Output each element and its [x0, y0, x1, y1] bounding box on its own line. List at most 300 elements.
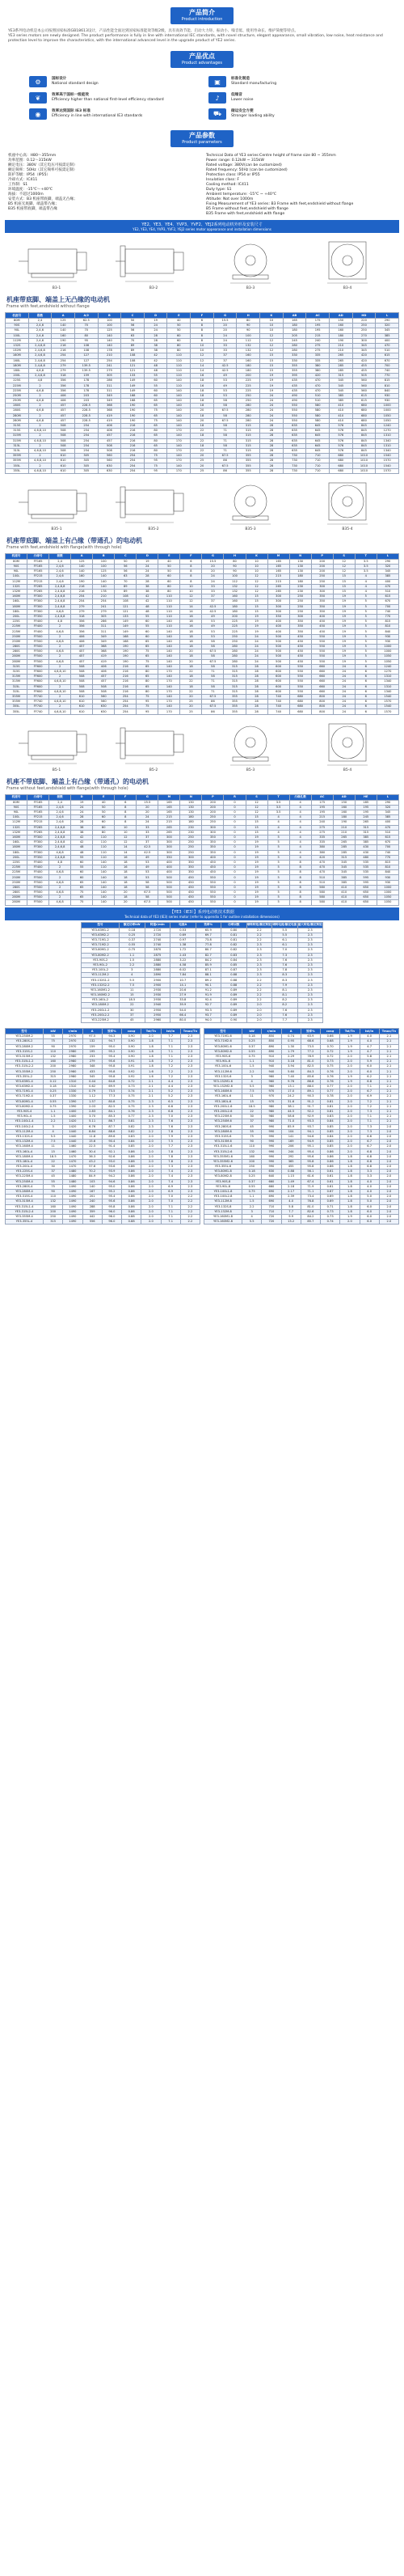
table-cell: 0.18 [242, 1034, 262, 1039]
table-cell: 12 [260, 343, 284, 348]
table-cell: 140 [93, 890, 115, 895]
table-cell: 18 [180, 645, 202, 649]
table-cell: 132 [237, 349, 260, 353]
table-cell: 8.1 [272, 988, 298, 992]
table-cell: 2.03 [82, 1104, 102, 1109]
table-cell: 470 [311, 870, 333, 875]
table-cell: 349 [98, 399, 121, 404]
table-cell: 250 [289, 594, 311, 599]
table-row [6, 333, 399, 338]
table-cell: 5.11 [82, 1119, 102, 1124]
table-cell: 1310 [376, 443, 399, 448]
table-cell: 0.97 [170, 937, 196, 942]
table-cell: YE3-355L-4 [6, 1220, 44, 1225]
table-cell: 93.7 [301, 1124, 320, 1129]
table-cell: 95.4 [102, 1195, 121, 1199]
table-cell: 1.72 [170, 948, 196, 953]
table-cell: 5.0 [360, 1199, 379, 1204]
table-cell: 990 [262, 1134, 281, 1139]
table-cell: 2,4,6,8 [49, 614, 71, 619]
table-cell: 240 [306, 338, 330, 343]
table-cell: 160M [6, 594, 27, 599]
drawing-caption: B35-4 [342, 527, 353, 531]
table-cell: 350 [289, 629, 311, 634]
table-cell: 2 [28, 383, 52, 388]
table-cell: 1240 [377, 664, 398, 669]
table-cell: 2.1 [379, 1034, 398, 1039]
table-cell: 6 [355, 689, 377, 694]
table-cell: 132M [6, 830, 27, 835]
column-header: r/min [63, 1029, 82, 1034]
table-cell: 14 [115, 850, 137, 855]
table-cell: 5 [355, 629, 377, 634]
table-cell: 216 [121, 429, 145, 434]
table-cell: 508 [71, 689, 93, 694]
table-cell: YE3-71M2-4 [6, 1094, 44, 1099]
drawing-caption: B5-1 [52, 768, 61, 772]
table-cell: 36.3 [82, 1154, 102, 1159]
table-cell: 2.29 [281, 1054, 301, 1059]
table-cell: 7.4 [161, 1174, 180, 1179]
table-cell: 2 [28, 393, 52, 398]
parameters-subtitle: Product parameters [182, 140, 222, 145]
table-cell: 550 [289, 675, 311, 679]
table-cell: 19 [246, 895, 267, 900]
table-cell: 160 [329, 328, 352, 333]
table-row [6, 1220, 200, 1225]
table-cell: 355 [224, 694, 246, 699]
table-cell: 300 [267, 599, 289, 604]
table-cell: 110 [93, 835, 115, 840]
table-cell: YE3-71M2-2 [82, 943, 120, 948]
table-cell: 75 [137, 704, 158, 709]
table-cell: 300 [267, 609, 289, 614]
table-cell: 165 [158, 805, 180, 810]
table-cell: 203 [74, 399, 98, 404]
table-cell: 2.2 [180, 1220, 200, 1225]
table-cell: 355 [224, 709, 246, 714]
table-cell: 58 [202, 664, 224, 669]
table-cell: 95 [137, 700, 158, 704]
parameter-line: Fixing Measurement of YE3 series: B3 Frame with feet,endshield without flange [206, 202, 354, 206]
table-cell: 28 [246, 700, 267, 704]
table-cell: 160 [224, 594, 246, 599]
table-cell: 5.8 [281, 1204, 301, 1209]
table-cell: 0.86 [122, 1184, 141, 1189]
table-cell: 279 [82, 1060, 102, 1064]
table-cell: 254 [74, 423, 98, 428]
table-cell: 24 [260, 408, 284, 413]
table-cell: 279 [52, 363, 75, 368]
table-cell: 1470 [63, 1159, 82, 1164]
table-cell: 385 [355, 840, 377, 845]
table-cell: 80 [74, 333, 98, 338]
table-row [6, 338, 399, 343]
table-cell: 180 [329, 333, 352, 338]
table-cell: 75 [71, 900, 93, 905]
table-cell: 103 [82, 1179, 102, 1184]
table-cell: 63.9 [301, 1034, 320, 1039]
table-cell: 0.85 [221, 962, 247, 967]
table-cell: 230 [180, 825, 202, 830]
table-cell: 150 [333, 800, 355, 805]
table-cell: 7.2 [360, 1104, 379, 1109]
table-cell: 80M [6, 800, 27, 805]
table-cell: 0 [224, 835, 246, 840]
table-cell: 508 [93, 689, 115, 694]
table-cell: 15 [242, 1099, 262, 1104]
table-cell: 4 [355, 589, 377, 594]
table-cell: 10.7 [170, 978, 196, 983]
column-header: T [355, 553, 377, 559]
table-cell: 1340 [376, 438, 399, 443]
table-cell: 110 [93, 855, 115, 860]
table-cell: 0 [224, 815, 246, 820]
table-cell: 615 [352, 393, 376, 398]
table-cell: YE3-63M1-2 [82, 928, 120, 933]
table-cell: 200 [202, 800, 224, 805]
table-cell: 48 [71, 850, 93, 855]
table-cell: 2870 [145, 948, 170, 953]
table-cell: 7.6 [272, 958, 298, 962]
table-cell: 245 [355, 815, 377, 820]
table-cell: 311 [93, 624, 115, 629]
table-cell: 15 [260, 363, 284, 368]
table-cell: 140 [93, 584, 115, 589]
table-cell: 0.67 [321, 1189, 340, 1194]
table-row [6, 454, 399, 459]
table-cell: 4 [289, 850, 311, 855]
table-cell: 140 [158, 704, 180, 709]
table-cell: 19 [246, 840, 267, 845]
table-cell: 560 [352, 388, 376, 393]
table-cell: 4.0 [360, 1179, 379, 1184]
table-cell: 170 [158, 700, 180, 704]
table-cell: 3.22 [170, 958, 196, 962]
leaf-icon: ❦ [29, 92, 47, 104]
table-cell: YE3-315L1-4 [6, 1204, 44, 1209]
table-cell: 19 [246, 870, 267, 875]
table-cell: 139.5 [74, 363, 98, 368]
table-cell: 195 [306, 324, 330, 328]
table-cell: 4,6,8 [49, 629, 71, 634]
table-cell: 24 [260, 404, 284, 408]
table-cell: 17.0 [281, 1089, 301, 1094]
table-cell: 112 [224, 579, 246, 584]
table-cell: 1.38 [170, 943, 196, 948]
table-cell: 2930 [145, 988, 170, 992]
parameter-line: 额定频率：50Hz（其它频率可按需定制） [8, 168, 78, 172]
table-cell: 24.2 [281, 1094, 301, 1099]
table-cell: 24 [246, 639, 267, 644]
table-cell: 58 [213, 423, 237, 428]
table-cell: 285 [329, 363, 352, 368]
table-cell: 110 [93, 850, 115, 855]
table-cell: 350 [202, 845, 224, 850]
table-cell: 2.0 [340, 1140, 360, 1144]
table-cell: 42.5 [202, 604, 224, 609]
intro-banner [0, 5, 404, 26]
table-cell: 24 [213, 333, 237, 338]
table-cell: 1.1 [242, 1060, 262, 1064]
table-cell: YE3-100L-2 [82, 968, 120, 973]
table-cell: 95.8 [301, 1165, 320, 1170]
table-cell: 0.88 [221, 983, 247, 988]
table-cell: 6.0 [360, 1069, 379, 1074]
table-cell: 680 [289, 700, 311, 704]
table-row [6, 408, 399, 413]
table-cell: 4 [355, 584, 377, 589]
table-cell: 28 [260, 443, 284, 448]
table-cell: 350 [311, 594, 333, 599]
table-cell: 0.61 [321, 1184, 340, 1189]
table-cell: 215 [311, 815, 333, 820]
table-cell: FF500 [27, 649, 49, 654]
table-cell: 810 [376, 383, 399, 388]
table-cell: 9.9 [281, 1214, 301, 1219]
table-cell: 200L [6, 855, 27, 860]
table-cell: 80 [144, 429, 167, 434]
table-cell: 356 [52, 388, 75, 393]
table-cell: 33.8 [170, 998, 196, 1003]
table-cell: 5 [267, 840, 289, 845]
table-cell: 315 [329, 374, 352, 379]
table-cell: 275 [306, 349, 330, 353]
table-cell: 180 [237, 368, 260, 373]
table-cell: 2.0 [379, 1220, 398, 1225]
table-cell: YE3-225S-4 [6, 1170, 44, 1174]
table-cell: 0 [224, 825, 246, 830]
table-cell: YE3-315M-6 [204, 1140, 242, 1144]
motor-outline-drawing [109, 479, 198, 531]
table-cell: 850 [262, 1039, 281, 1044]
column-header: P [311, 553, 333, 559]
table-cell: 112M [6, 820, 27, 825]
table-cell: 18 [180, 664, 202, 669]
table-cell: 24 [246, 649, 267, 654]
column-header: Ist/In [161, 1029, 180, 1034]
motor-outline-drawing [303, 720, 392, 772]
table-cell: 2970 [63, 1034, 82, 1039]
table-cell: 275 [311, 825, 333, 830]
table-cell: 140 [158, 634, 180, 639]
table-cell: 2.0 [340, 1089, 360, 1094]
column-header: L [376, 313, 399, 319]
table-cell: 0 [224, 850, 246, 855]
table-cell: 2,4,6,8 [49, 604, 71, 609]
table-cell: 3 [242, 1209, 262, 1214]
table-cell: 2.0 [141, 1209, 161, 1214]
advantage-item: ▣ 标准化制造 Standard manufacturing [208, 76, 375, 87]
table-cell: 82.7 [196, 953, 221, 958]
table-cell: 19 [333, 599, 355, 604]
table-cell: 200 [237, 374, 260, 379]
table-cell: 216 [121, 423, 145, 428]
table-cell: 0.53 [170, 928, 196, 933]
table-cell: 90L [6, 569, 27, 574]
table-cell: 2.3 [141, 1104, 161, 1109]
table-cell: 7.9 [161, 1134, 180, 1139]
table-cell: 4 [289, 835, 311, 840]
table-cell: 15 [246, 594, 267, 599]
table-cell: 94.0 [196, 1017, 221, 1022]
table-cell: 770 [377, 614, 398, 619]
table-cell: 60 [71, 870, 93, 875]
table-cell: 108 [115, 594, 137, 599]
table-cell: 280S [6, 890, 27, 895]
table-cell: 6 [355, 669, 377, 674]
table-cell: 2.39 [281, 1195, 301, 1199]
table-cell: 2,4,6 [49, 569, 71, 574]
table-cell: 19 [246, 885, 267, 890]
table-cell: 400 [158, 860, 180, 865]
table-cell: 990 [262, 1165, 281, 1170]
table-cell: 510 [306, 393, 330, 398]
table-cell: 49 [213, 383, 237, 388]
table-cell: 550 [202, 895, 224, 900]
column-header: B [93, 553, 115, 559]
table-cell: 18 [180, 639, 202, 644]
table-cell: 95 [144, 468, 167, 473]
column-header: Tmax/Tn [180, 1029, 200, 1034]
table-cell: 0.73 [122, 1085, 141, 1089]
table-cell: 110 [167, 363, 191, 368]
table-cell: 457 [52, 418, 75, 423]
table-cell: 254 [74, 438, 98, 443]
table-cell: 19 [260, 388, 284, 393]
table-cell: 315S [6, 664, 27, 669]
table-cell: 0.83 [221, 953, 247, 958]
table-cell: 740 [377, 609, 398, 614]
column-header: A [82, 1029, 102, 1034]
table-cell: 28 [260, 423, 284, 428]
table-cell: 250 [289, 604, 311, 609]
table-cell: 165 [267, 569, 289, 574]
table-cell: YE3-250M-2 [6, 1034, 44, 1039]
table-cell: 19 [333, 604, 355, 609]
table-cell: 0.86 [122, 1209, 141, 1214]
table-cell: 420 [352, 353, 376, 358]
table-cell: 11 [44, 1144, 63, 1149]
table-cell: 6.8 [360, 1079, 379, 1084]
table-cell: 91.7 [301, 1104, 320, 1109]
table-cell: 110 [93, 865, 115, 870]
table-cell: 2.0 [340, 1054, 360, 1059]
table-cell: 254 [74, 448, 98, 453]
table-cell: 670 [376, 358, 399, 363]
table-cell: 2.3 [246, 943, 272, 948]
table-cell: 5 [355, 599, 377, 604]
table-cell: 2 [49, 654, 71, 659]
advantage-item: ♪ 低噪音 Lower noise [208, 92, 375, 104]
table-cell: 7.3 [360, 1109, 379, 1114]
table-cell: 635 [283, 448, 306, 453]
table-cell: 77.2 [301, 1049, 320, 1054]
table-cell: 140 [71, 569, 93, 574]
table-cell: 216 [121, 443, 145, 448]
table-cell: 4.4 [161, 1079, 180, 1084]
table-cell: 0.89 [221, 988, 247, 992]
table-cell: 108 [74, 343, 98, 348]
table-cell: 315S [6, 429, 29, 434]
table-cell: 225S [6, 379, 29, 383]
table-cell: 65 [137, 654, 158, 659]
table-cell: 190 [121, 418, 145, 423]
table-cell: 0.88 [122, 1220, 141, 1225]
table-cell: 470 [306, 388, 330, 393]
table-cell: 95.4 [301, 1149, 320, 1154]
table-cell: 365 [281, 1159, 301, 1164]
table-cell: 230 [180, 830, 202, 835]
table-cell: 87.7 [102, 1124, 121, 1129]
table-cell: 216 [71, 589, 93, 594]
table-cell: 2 [28, 413, 52, 418]
table-cell: 0.74 [281, 1034, 301, 1039]
table-cell: YE3-90L-8 [204, 1184, 242, 1189]
table-cell: 2.3 [180, 1124, 200, 1129]
table-cell: 84.2 [196, 958, 221, 962]
table-cell: 380 [306, 363, 330, 368]
table-cell: 24 [333, 689, 355, 694]
table-cell: 0 [224, 890, 246, 895]
table-cell: 450 [180, 900, 202, 905]
table-cell: 67.5 [202, 694, 224, 699]
table-cell: YE3-180M-4 [6, 1154, 44, 1159]
table-cell: FF400 [27, 624, 49, 629]
table-cell: 730 [283, 459, 306, 463]
table-cell: 94.7 [102, 1039, 121, 1044]
table-cell: 368 [93, 645, 115, 649]
table-cell: 140 [158, 645, 180, 649]
table-cell: 80 [158, 584, 180, 589]
table-cell: 0.86 [122, 1204, 141, 1209]
table-cell: 930 [377, 639, 398, 644]
table-cell: 24 [71, 805, 93, 810]
table-cell: 42 [137, 599, 158, 604]
table-cell: 290 [376, 319, 399, 324]
table-cell: 2890 [145, 973, 170, 978]
table-cell: 180 [283, 324, 306, 328]
table-cell: 7.0 [161, 1115, 180, 1119]
table-cell: 450 [180, 875, 202, 880]
table-cell: 20 [180, 704, 202, 709]
table-cell: 270 [352, 333, 376, 338]
table-cell: 8 [115, 820, 137, 825]
table-cell: 92.7 [196, 1003, 221, 1008]
table-cell: 810 [377, 865, 398, 870]
table-cell: 500 [267, 649, 289, 654]
table-cell: 550 [311, 659, 333, 664]
table-cell: 65 [71, 895, 93, 900]
table-cell: 10 [191, 349, 214, 353]
table-cell: 650 [355, 895, 377, 900]
technical-table-small [81, 922, 323, 1024]
table-cell: 3.70 [82, 1115, 102, 1119]
table-cell: 280M [6, 895, 27, 900]
table-cell: 275 [306, 343, 330, 348]
table-cell: 0.75 [321, 1064, 340, 1069]
table-cell: FF500 [27, 659, 49, 664]
table-cell: 4,6,8 [49, 890, 71, 895]
table-cell: 33 [202, 589, 224, 594]
table-cell: 770 [377, 855, 398, 860]
column-header: 机座号 [6, 553, 27, 559]
table-cell: 6.0 [360, 1064, 379, 1069]
table-cell: 170 [158, 679, 180, 684]
table-cell: 2.0 [379, 1159, 398, 1164]
table-cell: 90 [44, 1044, 63, 1049]
table-cell: 0.66 [321, 1034, 340, 1039]
